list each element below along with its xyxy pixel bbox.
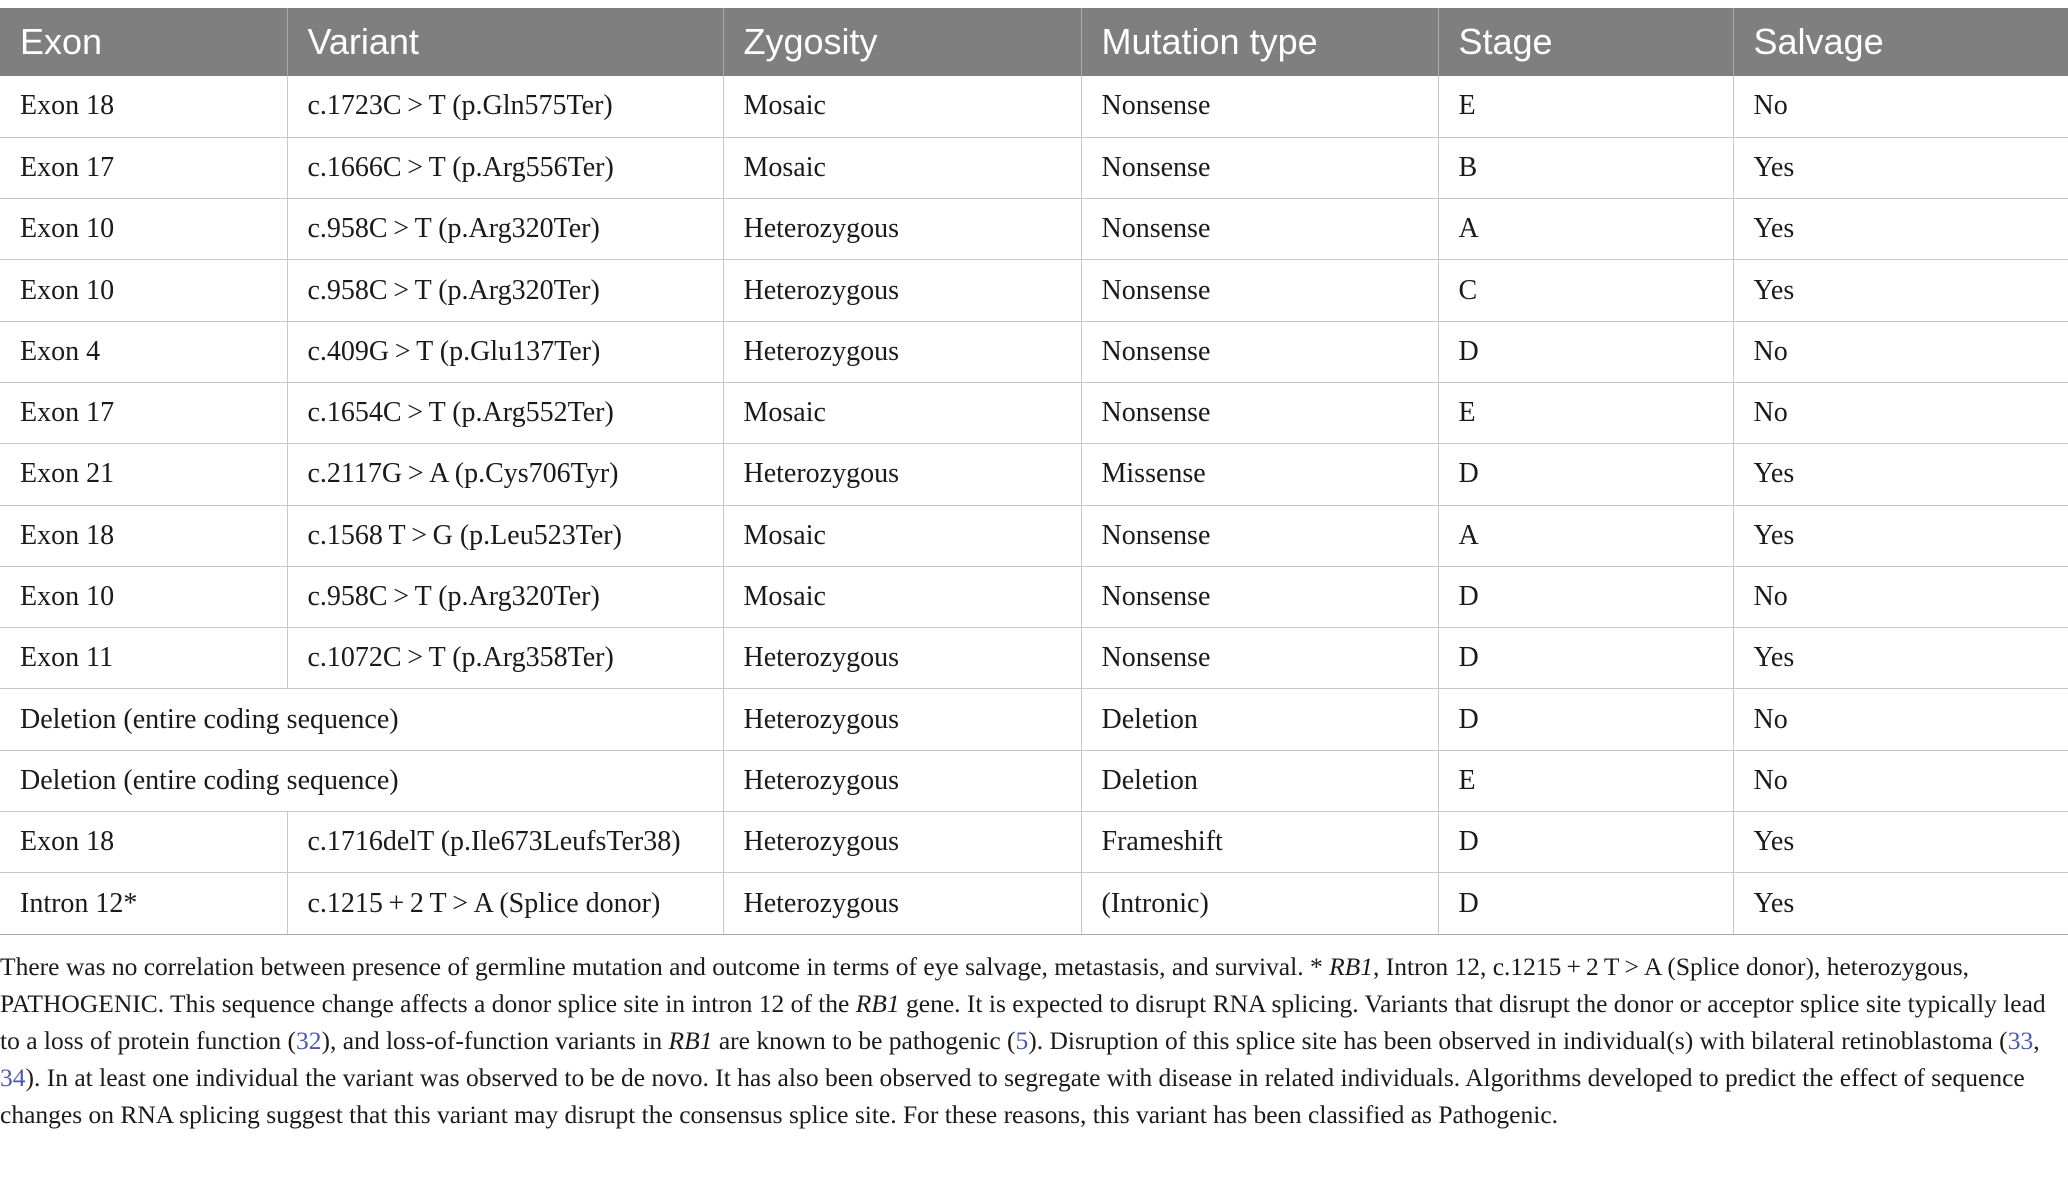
cell-stage: E [1438, 750, 1733, 811]
cell-salvage: Yes [1733, 444, 2068, 505]
cell-merged-deletion: Deletion (entire coding sequence) [0, 689, 723, 750]
cell-zygosity: Mosaic [723, 76, 1081, 137]
cell-zygosity: Heterozygous [723, 628, 1081, 689]
cell-salvage: No [1733, 382, 2068, 443]
cell-variant: c.1666C > T (p.Arg556Ter) [287, 137, 723, 198]
cell-salvage: No [1733, 750, 2068, 811]
reference-link-34[interactable]: 34 [0, 1063, 26, 1092]
cell-stage: D [1438, 628, 1733, 689]
table-row [0, 566, 2068, 627]
table-row [0, 137, 2068, 198]
table-row [0, 382, 2068, 443]
cell-zygosity: Heterozygous [723, 812, 1081, 873]
footnote-text: ), and loss-of-function variants in [321, 1026, 669, 1055]
cell-mutation-type: Nonsense [1081, 76, 1438, 137]
table-body [0, 76, 2068, 934]
table-row [0, 812, 2068, 873]
cell-stage: E [1438, 76, 1733, 137]
gene-name: RB1 [668, 1026, 713, 1055]
header-zygosity: Zygosity [723, 8, 1081, 76]
reference-link-32[interactable]: 32 [296, 1026, 322, 1055]
cell-merged-deletion: Deletion (entire coding sequence) [0, 750, 723, 811]
gene-name: RB1 [1329, 952, 1373, 981]
cell-mutation-type: Frameshift [1081, 812, 1438, 873]
cell-mutation-type: Deletion [1081, 689, 1438, 750]
cell-variant: c.1568 T > G (p.Leu523Ter) [287, 505, 723, 566]
header-exon: Exon [0, 8, 287, 76]
cell-mutation-type: Nonsense [1081, 137, 1438, 198]
cell-mutation-type: (Intronic) [1081, 873, 1438, 934]
cell-salvage: Yes [1733, 505, 2068, 566]
cell-stage: D [1438, 444, 1733, 505]
cell-stage: B [1438, 137, 1733, 198]
footnote-text: gene. It is expected to disrupt RNA splicing. Variants that disrupt the donor or acceptor splice site typically lead to a loss of protein function ( [0, 989, 2046, 1055]
cell-stage: D [1438, 812, 1733, 873]
cell-salvage: Yes [1733, 873, 2068, 934]
reference-link-5[interactable]: 5 [1015, 1026, 1029, 1055]
variant-table [0, 8, 2068, 935]
footnote-text: There was no correlation between presence of germline mutation and outcome in terms of eye salvage, metastasis, and survival. * [0, 952, 1330, 981]
table-header [0, 8, 2068, 76]
cell-mutation-type: Nonsense [1081, 321, 1438, 382]
footnote-text: are known to be pathogenic ( [712, 1026, 1016, 1055]
cell-stage: C [1438, 260, 1733, 321]
cell-mutation-type: Nonsense [1081, 566, 1438, 627]
cell-exon: Exon 4 [0, 321, 287, 382]
header-variant: Variant [287, 8, 723, 76]
cell-variant: c.1716delT (p.Ile673LeufsTer38) [287, 812, 723, 873]
table-row [0, 444, 2068, 505]
cell-salvage: Yes [1733, 812, 2068, 873]
header-row [0, 8, 2068, 76]
cell-mutation-type: Nonsense [1081, 382, 1438, 443]
cell-exon: Exon 18 [0, 505, 287, 566]
cell-exon: Exon 17 [0, 137, 287, 198]
cell-salvage: Yes [1733, 628, 2068, 689]
cell-salvage: Yes [1733, 137, 2068, 198]
cell-salvage: No [1733, 566, 2068, 627]
cell-mutation-type: Deletion [1081, 750, 1438, 811]
reference-separator: , [2033, 1026, 2040, 1055]
cell-mutation-type: Nonsense [1081, 628, 1438, 689]
cell-exon: Exon 10 [0, 566, 287, 627]
cell-zygosity: Mosaic [723, 137, 1081, 198]
cell-zygosity: Mosaic [723, 505, 1081, 566]
cell-variant: c.1723C > T (p.Gln575Ter) [287, 76, 723, 137]
cell-mutation-type: Nonsense [1081, 199, 1438, 260]
header-stage: Stage [1438, 8, 1733, 76]
footnote-text: , Intron 12, c.1215 + 2 T > A (Splice donor), heterozygous, PATHOGENIC. This sequence change affects a donor splice site in intron 12 of the [0, 952, 1970, 1018]
cell-variant: c.409G > T (p.Glu137Ter) [287, 321, 723, 382]
cell-exon: Intron 12* [0, 873, 287, 934]
cell-stage: A [1438, 199, 1733, 260]
cell-exon: Exon 11 [0, 628, 287, 689]
cell-zygosity: Heterozygous [723, 321, 1081, 382]
cell-stage: D [1438, 321, 1733, 382]
table-row [0, 260, 2068, 321]
footnote-paragraph [0, 948, 2060, 1133]
header-mutation-type: Mutation type [1081, 8, 1438, 76]
cell-stage: D [1438, 873, 1733, 934]
cell-zygosity: Heterozygous [723, 873, 1081, 934]
cell-exon: Exon 10 [0, 260, 287, 321]
table-row [0, 873, 2068, 934]
footnote-text: ). In at least one individual the variant was observed to be de novo. It has also been observed to segregate with disease in related individuals. Algorithms developed to predict the effect of sequence changes on RNA splicing suggest that this variant may disrupt the consensus splice site. For these reasons, this variant has been classified as Pathogenic. [0, 1063, 2025, 1129]
cell-variant: c.1072C > T (p.Arg358Ter) [287, 628, 723, 689]
table-row [0, 76, 2068, 137]
cell-mutation-type: Nonsense [1081, 260, 1438, 321]
gene-name: RB1 [855, 989, 900, 1018]
cell-stage: E [1438, 382, 1733, 443]
cell-zygosity: Heterozygous [723, 444, 1081, 505]
cell-stage: A [1438, 505, 1733, 566]
cell-variant: c.2117G > A (p.Cys706Tyr) [287, 444, 723, 505]
footnote-text: ). Disruption of this splice site has been observed in individual(s) with bilateral retinoblastoma ( [1028, 1026, 2008, 1055]
cell-variant: c.1654C > T (p.Arg552Ter) [287, 382, 723, 443]
cell-mutation-type: Missense [1081, 444, 1438, 505]
cell-stage: D [1438, 566, 1733, 627]
table-row [0, 199, 2068, 260]
table-row [0, 689, 2068, 750]
cell-salvage: No [1733, 689, 2068, 750]
cell-zygosity: Mosaic [723, 382, 1081, 443]
table-row [0, 321, 2068, 382]
cell-zygosity: Heterozygous [723, 689, 1081, 750]
cell-salvage: No [1733, 76, 2068, 137]
cell-exon: Exon 17 [0, 382, 287, 443]
cell-zygosity: Heterozygous [723, 199, 1081, 260]
table-footnote [0, 948, 2060, 1133]
cell-exon: Exon 21 [0, 444, 287, 505]
variant-table-container [0, 8, 2068, 935]
reference-link-33[interactable]: 33 [2007, 1026, 2034, 1055]
cell-zygosity: Heterozygous [723, 260, 1081, 321]
cell-salvage: Yes [1733, 260, 2068, 321]
cell-variant: c.958C > T (p.Arg320Ter) [287, 199, 723, 260]
cell-salvage: No [1733, 321, 2068, 382]
header-salvage: Salvage [1733, 8, 2068, 76]
cell-exon: Exon 18 [0, 812, 287, 873]
cell-exon: Exon 10 [0, 199, 287, 260]
table-row [0, 628, 2068, 689]
cell-variant: c.1215 + 2 T > A (Splice donor) [287, 873, 723, 934]
cell-zygosity: Heterozygous [723, 750, 1081, 811]
cell-mutation-type: Nonsense [1081, 505, 1438, 566]
cell-stage: D [1438, 689, 1733, 750]
cell-zygosity: Mosaic [723, 566, 1081, 627]
table-row [0, 505, 2068, 566]
cell-variant: c.958C > T (p.Arg320Ter) [287, 566, 723, 627]
cell-variant: c.958C > T (p.Arg320Ter) [287, 260, 723, 321]
cell-exon: Exon 18 [0, 76, 287, 137]
table-row [0, 750, 2068, 811]
cell-salvage: Yes [1733, 199, 2068, 260]
